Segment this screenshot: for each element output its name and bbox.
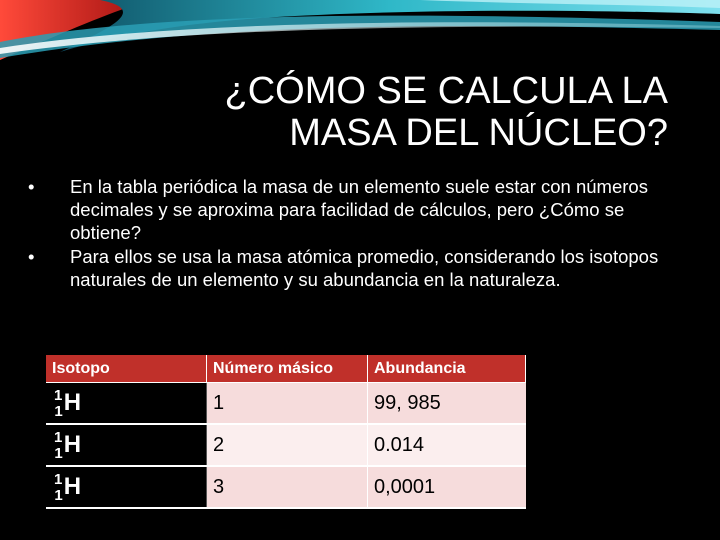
- title-line-2: MASA DEL NÚCLEO?: [289, 112, 668, 154]
- mass-number-sup: 1: [54, 387, 63, 404]
- bullet-item: [28, 175, 678, 244]
- isotope-symbol: [46, 424, 207, 466]
- mass-number-cell: 1: [207, 383, 368, 425]
- title-line-1: ¿CÓMO SE CALCULA LA: [224, 70, 668, 112]
- abundance-cell: 0,0001: [368, 466, 526, 508]
- bullet-text: Para ellos se usa la masa atómica promedio, considerando los isotopos naturales de un elemento y su abundancia en la naturaleza.: [70, 246, 659, 290]
- table-row: [46, 383, 526, 425]
- element-symbol: H: [63, 431, 82, 458]
- bullet-list: [28, 175, 678, 292]
- element-symbol: H: [63, 389, 82, 416]
- isotope-table: [46, 355, 526, 509]
- column-header-abundancia: Abundancia: [368, 355, 526, 383]
- isotope-symbol: [46, 383, 207, 425]
- bullet-text: En la tabla periódica la masa de un elemento suele estar con números decimales y se aproxima para facilidad de cálculos, pero ¿Cómo se obtiene?: [70, 176, 648, 243]
- column-header-isotopo: Isotopo: [46, 355, 207, 383]
- table-row: [46, 466, 526, 508]
- slide-title: [108, 70, 668, 154]
- atomic-number-sub: 1: [54, 487, 63, 504]
- bullet-item: [28, 245, 678, 291]
- mass-number-sup: 1: [54, 429, 63, 446]
- mass-number-cell: 2: [207, 424, 368, 466]
- mass-number-sup: 1: [54, 471, 63, 488]
- table-header-row: [46, 355, 526, 383]
- isotope-symbol: [46, 466, 207, 508]
- atomic-number-sub: 1: [54, 403, 63, 420]
- abundance-cell: 99, 985: [368, 383, 526, 425]
- column-header-numero-masico: Número másico: [207, 355, 368, 383]
- element-symbol: H: [63, 473, 82, 500]
- mass-number-cell: 3: [207, 466, 368, 508]
- abundance-cell: 0.014: [368, 424, 526, 466]
- bullet-marker: •: [28, 246, 35, 267]
- bullet-marker: •: [28, 176, 35, 197]
- table-row: [46, 424, 526, 466]
- atomic-number-sub: 1: [54, 445, 63, 462]
